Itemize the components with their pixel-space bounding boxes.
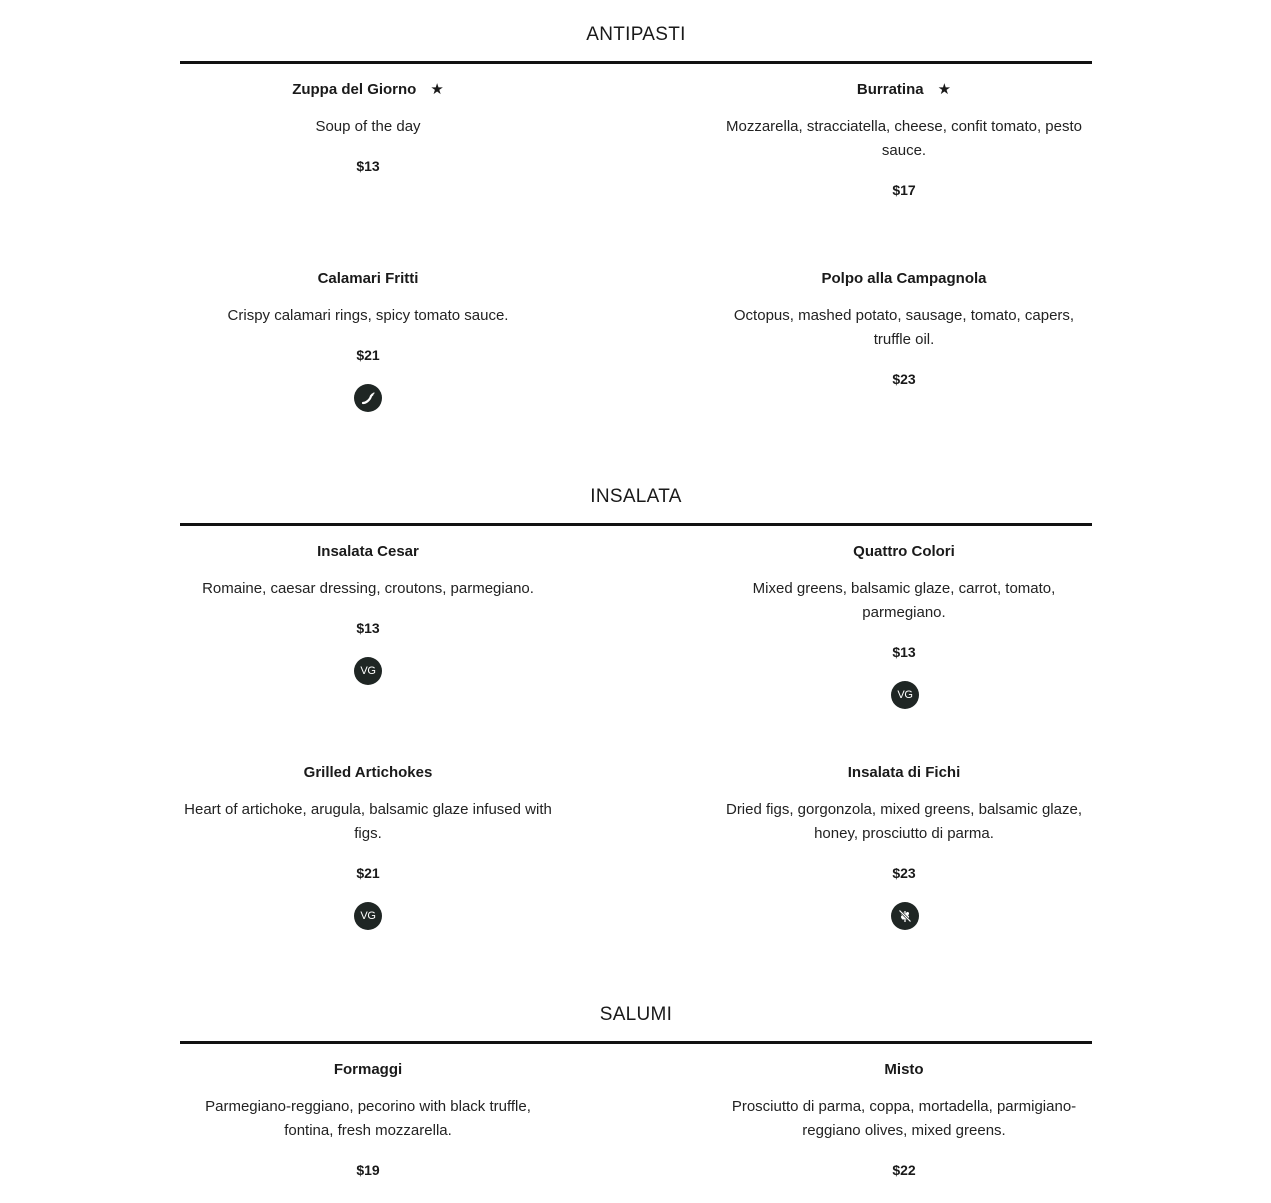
item-description: Heart of artichoke, arugula, balsamic glaze infused with figs.	[184, 801, 552, 842]
item-description: Octopus, mashed potato, sausage, tomato, capers, truffle oil.	[733, 307, 1075, 348]
menu-item-polpo-alla-campagnola	[716, 269, 1092, 399]
item-price: $13	[356, 620, 380, 636]
vegetarian-badge: VG	[354, 657, 382, 685]
item-price: $17	[892, 182, 916, 198]
item-description: Romaine, caesar dressing, croutons, parmegiano.	[202, 580, 534, 597]
item-name: Polpo alla Campagnola	[821, 270, 987, 287]
section-divider	[180, 61, 1092, 64]
item-name: Calamari Fritti	[317, 270, 419, 287]
item-description: Crispy calamari rings, spicy tomato sauce.	[227, 307, 509, 324]
item-name: Grilled Artichokes	[303, 764, 433, 781]
item-price: $19	[356, 1162, 380, 1178]
item-name: Quattro Colori	[853, 543, 955, 560]
section-divider	[180, 1041, 1092, 1044]
menu-item-insalata-cesar	[180, 542, 556, 692]
vegetarian-badge: VG	[891, 681, 919, 709]
star-icon: ★	[937, 81, 952, 98]
item-price: $23	[892, 865, 916, 881]
item-description: Prosciutto di parma, coppa, mortadella, parmigiano-reggiano olives, mixed greens.	[731, 1098, 1077, 1139]
item-price: $23	[892, 371, 916, 387]
item-price: $21	[356, 347, 380, 363]
menu-item-grilled-artichokes	[180, 763, 556, 933]
item-description: Soup of the day	[315, 118, 421, 135]
section-title: SALUMI	[599, 1004, 673, 1025]
menu-item-misto	[716, 1060, 1092, 1185]
item-description: Mixed greens, balsamic glaze, carrot, tomato, parmegiano.	[752, 580, 1056, 621]
item-name: Burratina ★	[856, 81, 952, 98]
item-price: $21	[356, 865, 380, 881]
menu-item-formaggi	[180, 1060, 556, 1185]
item-name: Formaggi	[333, 1061, 403, 1078]
section-divider	[180, 523, 1092, 526]
item-price: $13	[356, 158, 380, 174]
menu-item-burratina	[716, 80, 1092, 200]
section-title: ANTIPASTI	[586, 24, 686, 45]
star-icon: ★	[430, 81, 444, 98]
section-title: INSALATA	[590, 486, 682, 507]
item-name: Zuppa del Giorno ★	[292, 81, 444, 98]
item-name: Insalata Cesar	[317, 543, 419, 560]
item-description: Parmegiano-reggiano, pecorino with black truffle, fontina, fresh mozzarella.	[205, 1098, 531, 1139]
item-name: Misto	[884, 1061, 924, 1078]
item-name: Insalata di Fichi	[847, 764, 961, 781]
item-description: Dried figs, gorgonzola, mixed greens, balsamic glaze, honey, prosciutto di parma.	[725, 801, 1082, 842]
chili-pepper-icon	[354, 384, 382, 412]
menu-item-insalata-di-fichi	[716, 763, 1092, 933]
item-price: $13	[892, 644, 916, 660]
item-description: Mozzarella, stracciatella, cheese, confit tomato, pesto sauce.	[725, 118, 1082, 159]
gluten-free-icon	[891, 902, 919, 930]
item-price: $22	[892, 1162, 916, 1178]
menu-item-calamari-fritti	[180, 269, 556, 419]
menu-item-zuppa-del-giorno	[180, 80, 556, 180]
menu-item-quattro-colori	[716, 542, 1092, 712]
vegetarian-badge: VG	[354, 902, 382, 930]
